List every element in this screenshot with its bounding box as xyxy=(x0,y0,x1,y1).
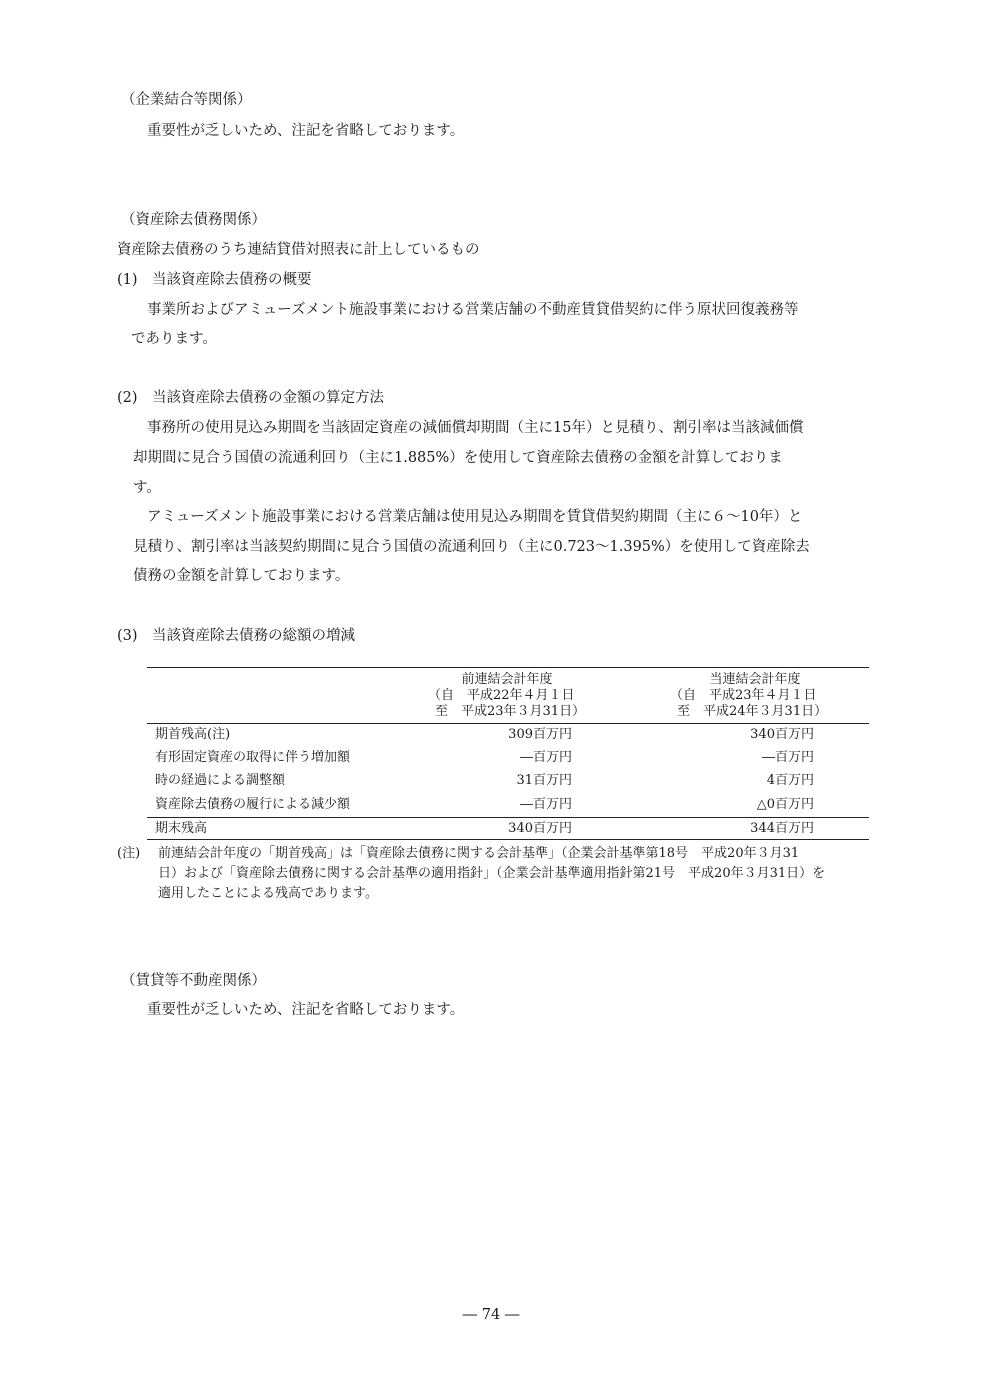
note-line-2: 日）および「資産除去債務に関する会計基準の適用指針」（企業会計基準適用指針第21号 平成20年３月31日）を xyxy=(158,866,826,881)
total-prev-value: 340百万円 xyxy=(508,821,572,836)
note-line-1: 前連結会計年度の「期首残高」は「資産除去債務に関する会計基準」（企業会計基準第18号 平成20年３月31 xyxy=(158,846,800,861)
item1-title: (1) 当該資産除去債務の概要 xyxy=(117,272,312,288)
row-label: 時の経過による調整額 xyxy=(155,773,286,788)
note-line-3: 適用したことによる残高であります。 xyxy=(158,886,378,901)
section-heading-rental-property: （賃貸等不動産関係） xyxy=(121,973,266,989)
item3-title: (3) 当該資産除去債務の総額の増減 xyxy=(117,628,356,644)
col-curr-title: 当連結会計年度 xyxy=(709,672,801,687)
total-curr-value: 344百万円 xyxy=(750,821,814,836)
item1-line-1: 事業所およびアミューズメント施設事業における営業店舗の不動産賃貸借契約に伴う原状回復義務等 xyxy=(147,302,799,318)
row-prev-value: ―百万円 xyxy=(519,797,572,812)
asset-retirement-intro: 資産除去債務のうち連結貸借対照表に計上しているもの xyxy=(117,242,480,258)
row-curr-value: 340百万円 xyxy=(750,727,814,742)
item2-para1-line-3: す。 xyxy=(133,480,161,496)
section-body-rental-property: 重要性が乏しいため、注記を省略しております。 xyxy=(147,1002,465,1018)
row-curr-value: ―百万円 xyxy=(761,750,814,765)
col-curr-to: 至 平成24年３月31日） xyxy=(677,704,828,719)
item2-para2-line-1: アミューズメント施設事業における営業店舗は使用見込み期間を賃貸借契約期間（主に６～10年）と xyxy=(147,509,803,525)
total-rule xyxy=(147,817,869,818)
row-prev-value: 31百万円 xyxy=(516,773,572,788)
row-prev-value: ―百万円 xyxy=(519,750,572,765)
item1-line-2: であります。 xyxy=(131,331,217,347)
row-label: 期首残高(注) xyxy=(155,727,231,742)
item2-para1-line-1: 事務所の使用見込み期間を当該固定資産の減価償却期間（主に15年）と見積り、割引率は当該減価償 xyxy=(147,420,804,436)
item2-title: (2) 当該資産除去債務の金額の算定方法 xyxy=(117,390,385,406)
page-number: ― 74 ― xyxy=(462,1307,520,1323)
col-prev-from: （自 平成22年４月１日 xyxy=(428,688,575,703)
note-mark: (注) xyxy=(117,846,141,861)
row-label: 資産除去債務の履行による減少額 xyxy=(155,797,351,812)
table-bottom-rule xyxy=(147,839,869,840)
row-label: 有形固定資産の取得に伴う増加額 xyxy=(155,750,351,765)
header-rule xyxy=(147,723,869,724)
row-curr-value: 4百万円 xyxy=(766,773,814,788)
col-prev-title: 前連結会計年度 xyxy=(461,672,553,687)
item2-para2-line-3: 債務の金額を計算しております。 xyxy=(133,568,350,584)
total-label: 期末残高 xyxy=(155,821,208,836)
col-curr-from: （自 平成23年４月１日 xyxy=(670,688,817,703)
section-heading-business-combination: （企業結合等関係） xyxy=(121,92,252,108)
section-heading-asset-retirement: （資産除去債務関係） xyxy=(121,212,266,228)
item2-para2-line-2: 見積り、割引率は当該契約期間に見合う国債の流通利回り（主に0.723～1.395%）を使用して資産除去 xyxy=(133,539,810,555)
row-curr-value: △0百万円 xyxy=(756,797,814,812)
table-top-rule xyxy=(147,667,869,668)
col-prev-to: 至 平成23年３月31日） xyxy=(435,704,586,719)
row-prev-value: 309百万円 xyxy=(508,727,572,742)
item2-para1-line-2: 却期間に見合う国債の流通利回り（主に1.885%）を使用して資産除去債務の金額を計算しておりま xyxy=(133,450,783,466)
section-body-business-combination: 重要性が乏しいため、注記を省略しております。 xyxy=(147,123,465,139)
